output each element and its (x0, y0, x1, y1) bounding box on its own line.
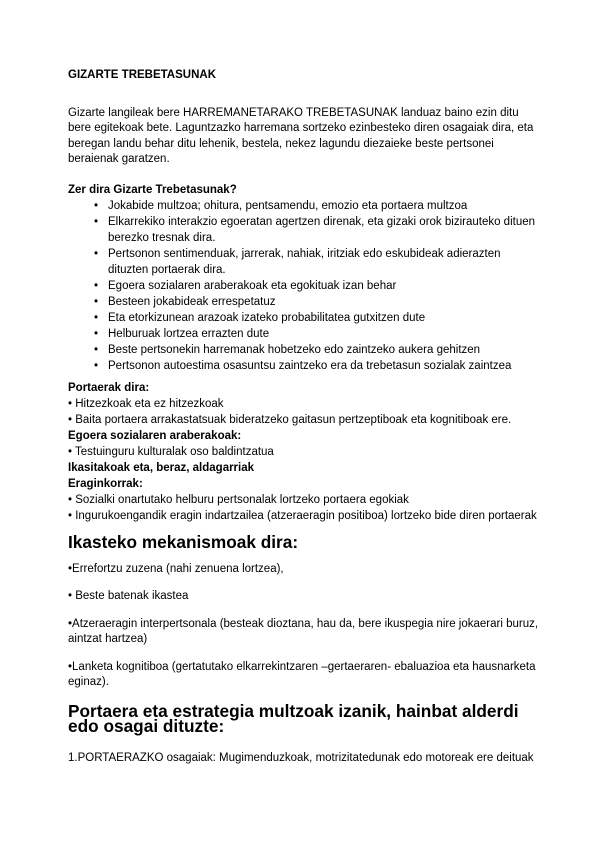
list-item: • Helburuak lortzea errazten dute (68, 326, 540, 342)
feature-line: • Testuinguru kulturalak oso baldintzatua (68, 445, 274, 458)
section-heading-mechanisms: Ikasteko mekanismoak dira: (68, 531, 299, 552)
closing-paragraph: 1.PORTAERAZKO osagaiak: Mugimenduzkoak, motrizitatedunak edo motoreak ere deituak (68, 751, 534, 764)
section-heading-closing: Portaera eta estrategia multzoak izanik, hainbat alderdi edo osagai dituzte: (68, 700, 519, 736)
feature-line: • Baita portaera arrakastatsuak bideratzeko gaitasun pertzeptiboak eta kognitiboak ere. (68, 413, 512, 426)
features-heading-ikasitakoak: Ikasitakoak eta, beraz, aldagarriak (68, 461, 255, 474)
list-item: • Elkarrekiko interakzio egoeratan agertzen direnak, eta gizaki orok bizirauteko dituen berezko tresnak dira. (68, 214, 540, 246)
list-item: • Besteen jokabideak errespetatuz (68, 294, 540, 310)
list-item: • Pertsonon autoestima osasuntsu zaintzeko era da trebetasun sozialak zaintzea (68, 358, 540, 374)
document-title: GIZARTE TREBETASUNAK (68, 69, 217, 81)
section-heading-definition: Zer dira Gizarte Trebetasunak? (68, 183, 237, 196)
definition-bullet-list (68, 198, 540, 374)
feature-line: • Sozialki onartutako helburu pertsonalak lortzeko portaera egokiak (68, 493, 409, 506)
list-item: • Jokabide multzoa; ohitura, pentsamendu, emozio eta portaera multzoa (68, 198, 540, 214)
list-item: • Beste pertsonekin harremanak hobetzeko edo zaintzeko aukera gehitzen (68, 342, 540, 358)
features-heading-egoera: Egoera sozialaren araberakoak: (68, 429, 242, 442)
list-item: • Pertsonon sentimenduak, jarrerak, nahiak, iritziak edo eskubideak adierazten dituzten portaerak dira. (68, 246, 540, 278)
list-item: • Egoera sozialaren araberakoak eta egokituak izan behar (68, 278, 540, 294)
list-item: • Eta etorkizunean arazoak izateko probabilitatea gutxitzen dute (68, 310, 540, 326)
features-heading-portaerak: Portaerak dira: (68, 381, 150, 394)
features-block (68, 380, 540, 524)
intro-paragraph: Gizarte langileak bere HARREMANETARAKO TREBETASUNAK landuaz baino ezin ditu bere egitekoak bete. Laguntzazko harremana sortzeko ezinbesteko diren osagaiak dira, eta beregan landu behar ditu lehenik, bestela, nekez lagundu diezaieke beste pertsonei beraienak garatzen. (68, 106, 534, 165)
feature-line: • Ingurukoengandik eragin indartzailea (atzeraeragin positiboa) lortzeko bide diren portaerak (68, 509, 537, 522)
mechanism-item: • Beste batenak ikastea (68, 590, 189, 602)
mechanism-item: •Atzeraeragin interpertsonala (besteak dioztana, hau da, bere ikuspegia nire jokaerari buruz, aintzat hartzea) (68, 617, 539, 645)
mechanism-item: •Errefortzu zuzena (nahi zenuena lortzea), (68, 562, 284, 575)
mechanism-item: •Lanketa kognitiboa (gertatutako elkarrekintzaren –gertaeraren- ebaluazioa eta hausnarketa eginaz). (68, 660, 536, 688)
feature-line: • Hitzezkoak eta ez hitzezkoak (68, 397, 224, 410)
features-heading-eraginkorrak: Eraginkorrak: (68, 477, 143, 490)
